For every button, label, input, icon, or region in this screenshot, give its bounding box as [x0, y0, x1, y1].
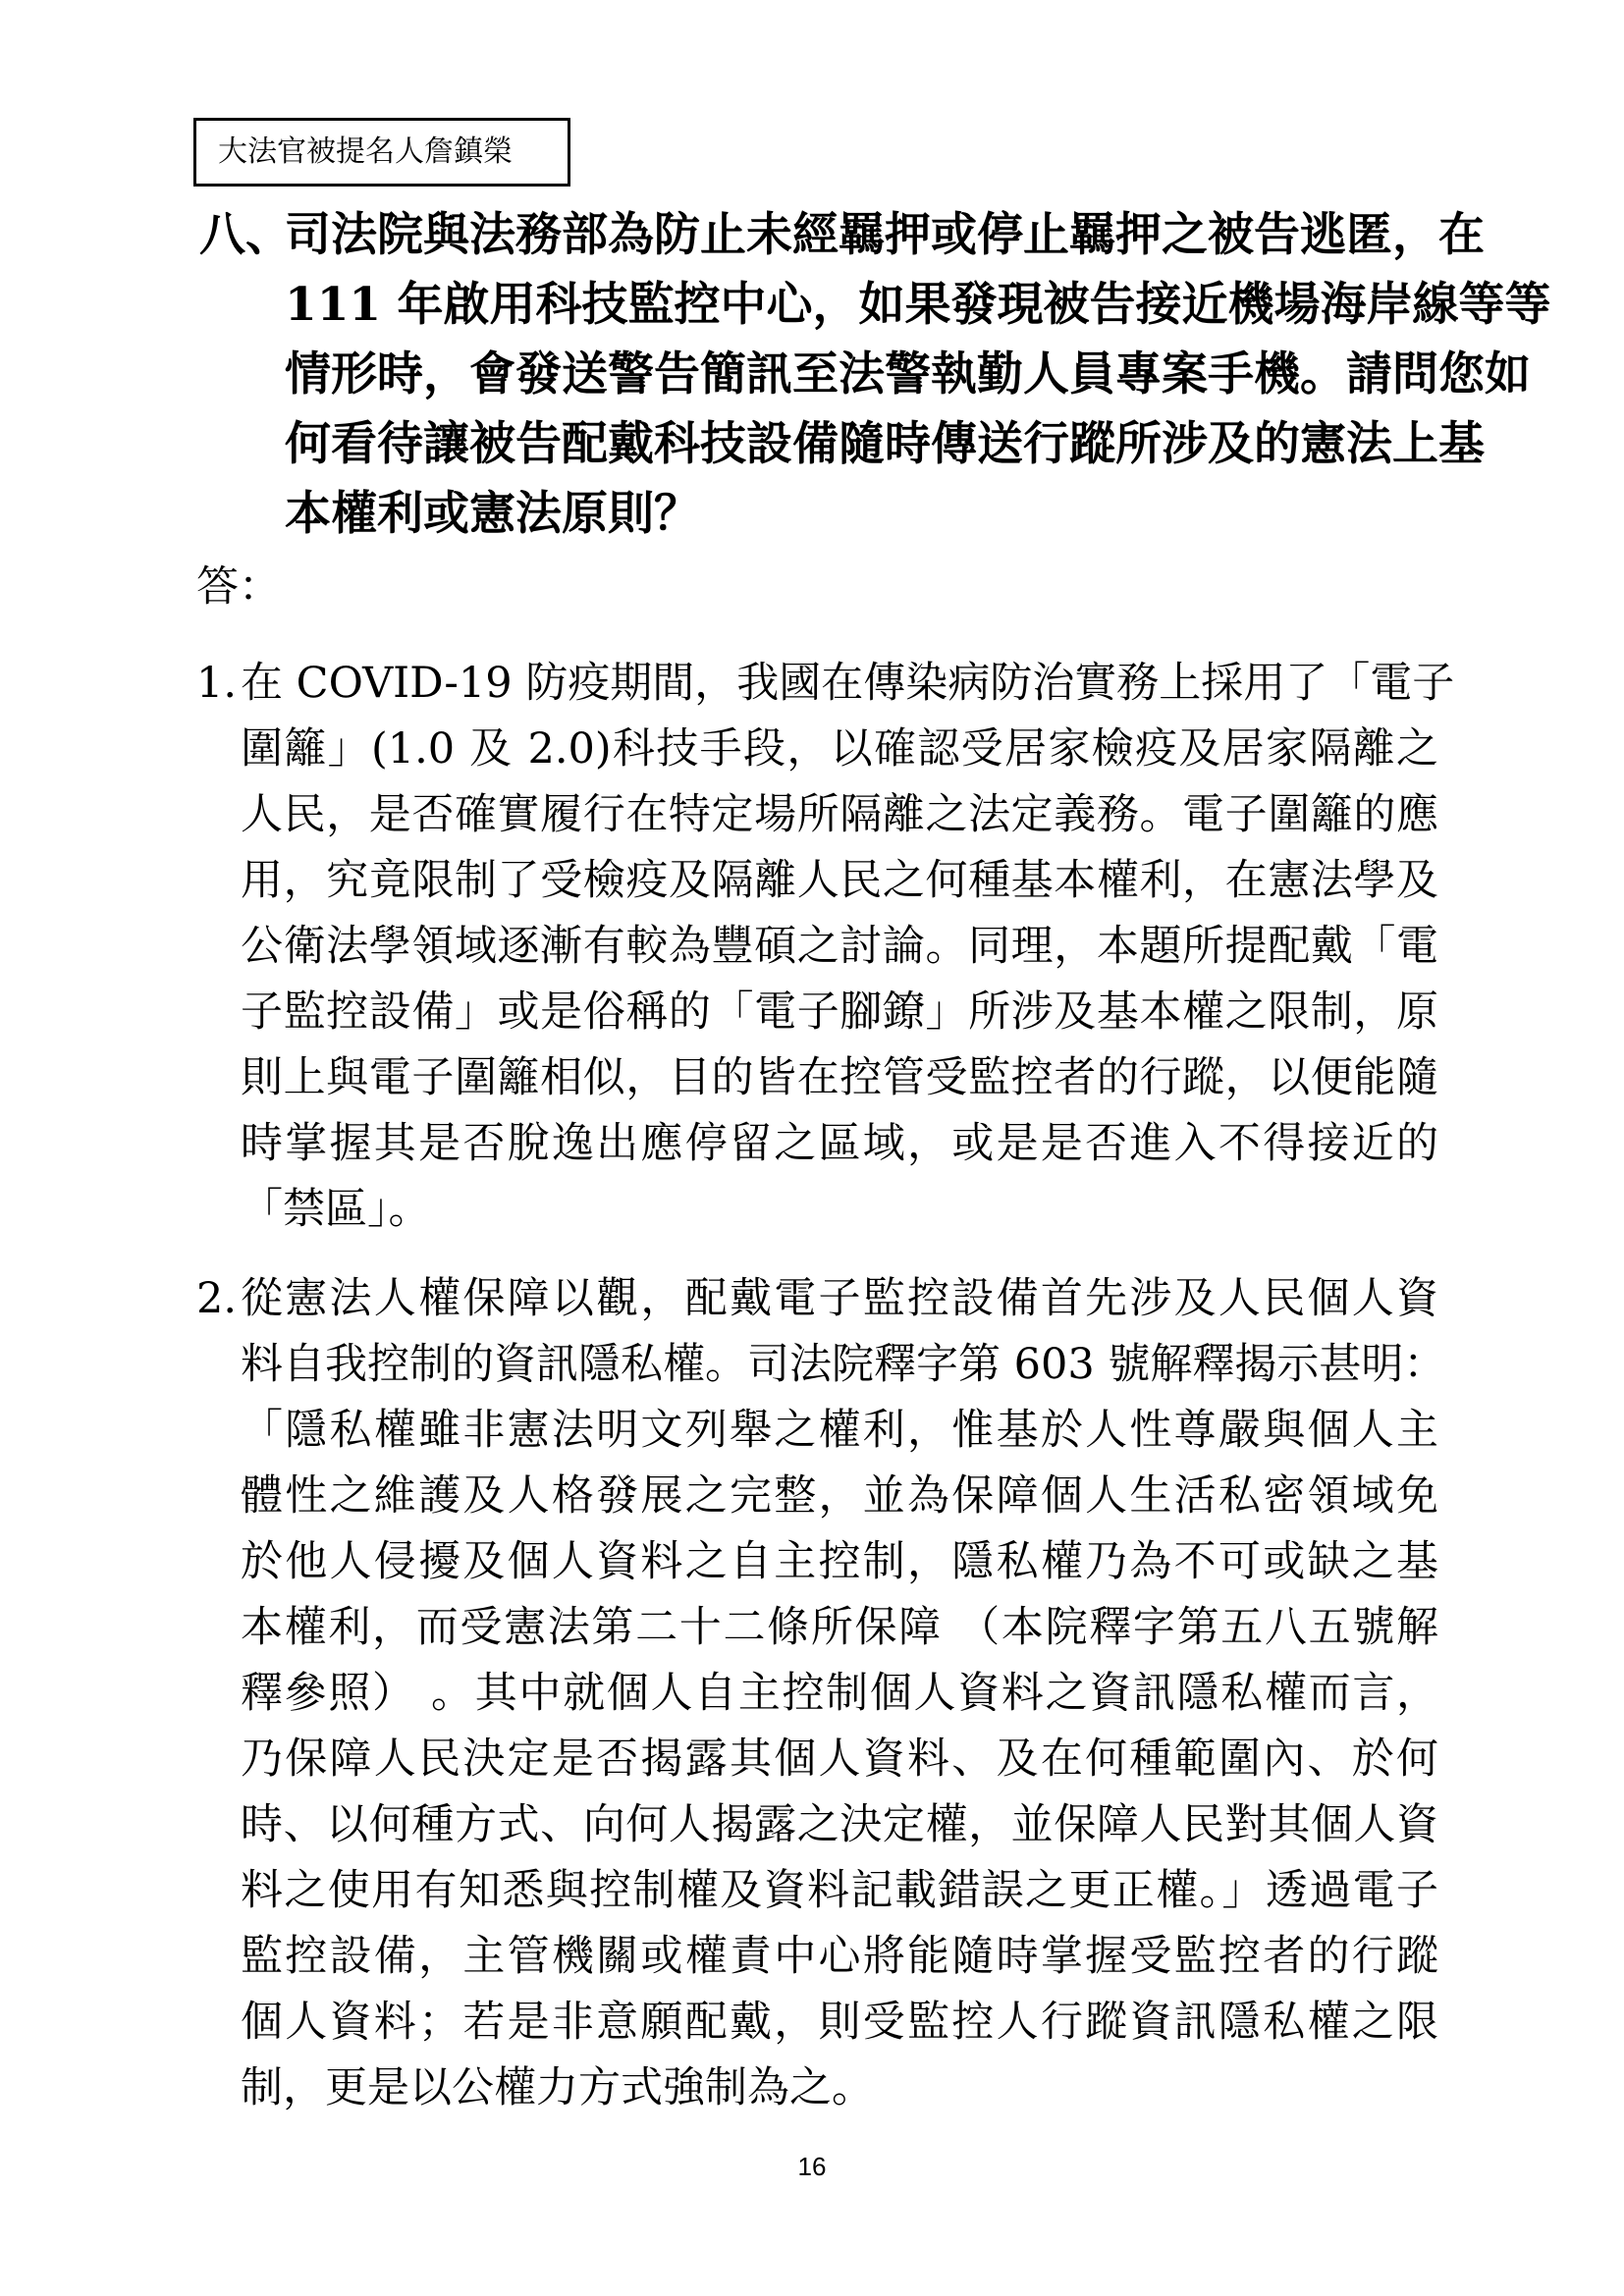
- question-line: 本權利或憲法原則？: [285, 487, 700, 541]
- paragraph-line: 個人資料；若是非意願配戴，則受監控人行蹤資訊隱私權之限: [241, 1998, 1438, 2047]
- paragraph-line: 於他人侵擾及個人資料之自主控制，隱私權乃為不可或缺之基: [241, 1537, 1438, 1586]
- paragraph-line: 圍籬」(1.0 及 2.0)科技手段，以確認受居家檢疫及居家隔離之: [241, 724, 1438, 774]
- paragraph-line: 人民，是否確實履行在特定場所隔離之法定義務。電子圍籬的應: [241, 790, 1438, 839]
- paragraph-line: 「禁區」。: [241, 1185, 431, 1234]
- question-line: 司法院與法務部為防止未經羈押或停止羈押之被告逃匿，在: [285, 208, 1485, 262]
- paragraph-number: 1.: [196, 659, 238, 708]
- paragraph-line: 在 COVID-19 防疫期間，我國在傳染病防治實務上採用了「電子: [241, 659, 1455, 708]
- paragraph-line: 用，究竟限制了受檢疫及隔離人民之何種基本權利，在憲法學及: [241, 856, 1438, 905]
- paragraph-line: 從憲法人權保障以觀，配戴電子監控設備首先涉及人民個人資: [241, 1274, 1438, 1323]
- question-line: 何看待讓被告配戴科技設備隨時傳送行蹤所涉及的憲法上基: [285, 417, 1485, 471]
- question-line: 111 年啟用科技監控中心，如果發現被告接近機場海岸線等等: [285, 278, 1551, 332]
- paragraph-line: 體性之維護及人格發展之完整，並為保障個人生活私密領域免: [241, 1471, 1438, 1521]
- paragraph-line: 本權利，而受憲法第二十二條所保障 （本院釋字第五八五號解: [241, 1603, 1438, 1652]
- paragraph-line: 「隱私權雖非憲法明文列舉之權利，惟基於人性尊嚴與個人主: [241, 1406, 1438, 1455]
- answer-label: 答：: [196, 562, 281, 612]
- page-number: 16: [797, 2152, 827, 2181]
- paragraph-line: 制，更是以公權力方式強制為之。: [241, 2063, 874, 2112]
- paragraph-line: 時掌握其是否脫逸出應停留之區域，或是是否進入不得接近的: [241, 1119, 1438, 1168]
- paragraph-line: 則上與電子圍籬相似，目的皆在控管受監控者的行蹤，以便能隨: [241, 1053, 1438, 1102]
- paragraph-line: 子監控設備」或是俗稱的「電子腳鐐」所涉及基本權之限制，原: [241, 988, 1438, 1037]
- question-line: 情形時，會發送警告簡訊至法警執勤人員專案手機。請問您如: [285, 347, 1531, 401]
- paragraph-line: 時、以何種方式、向何人揭露之決定權，並保障人民對其個人資: [241, 1800, 1438, 1849]
- paragraph-line: 公衛法學領域逐漸有較為豐碩之討論。同理，本題所提配戴「電: [241, 922, 1438, 971]
- paragraph-line: 監控設備，主管機關或權責中心將能隨時掌握受監控者的行蹤: [241, 1932, 1438, 1981]
- paragraph-line: 乃保障人民決定是否揭露其個人資料、及在何種範圍內、於何: [241, 1735, 1438, 1784]
- nominee-header-box: 大法官被提名人詹鎮榮: [193, 118, 570, 187]
- question-number: 八、: [199, 208, 292, 262]
- paragraph-line: 釋參照） 。其中就個人自主控制個人資料之資訊隱私權而言，: [241, 1669, 1438, 1718]
- paragraph-number: 2.: [196, 1274, 238, 1323]
- paragraph-line: 料自我控制的資訊隱私權。司法院釋字第 603 號解釋揭示甚明：: [241, 1340, 1446, 1389]
- paragraph-line: 料之使用有知悉與控制權及資料記載錯誤之更正權。」透過電子: [241, 1866, 1438, 1915]
